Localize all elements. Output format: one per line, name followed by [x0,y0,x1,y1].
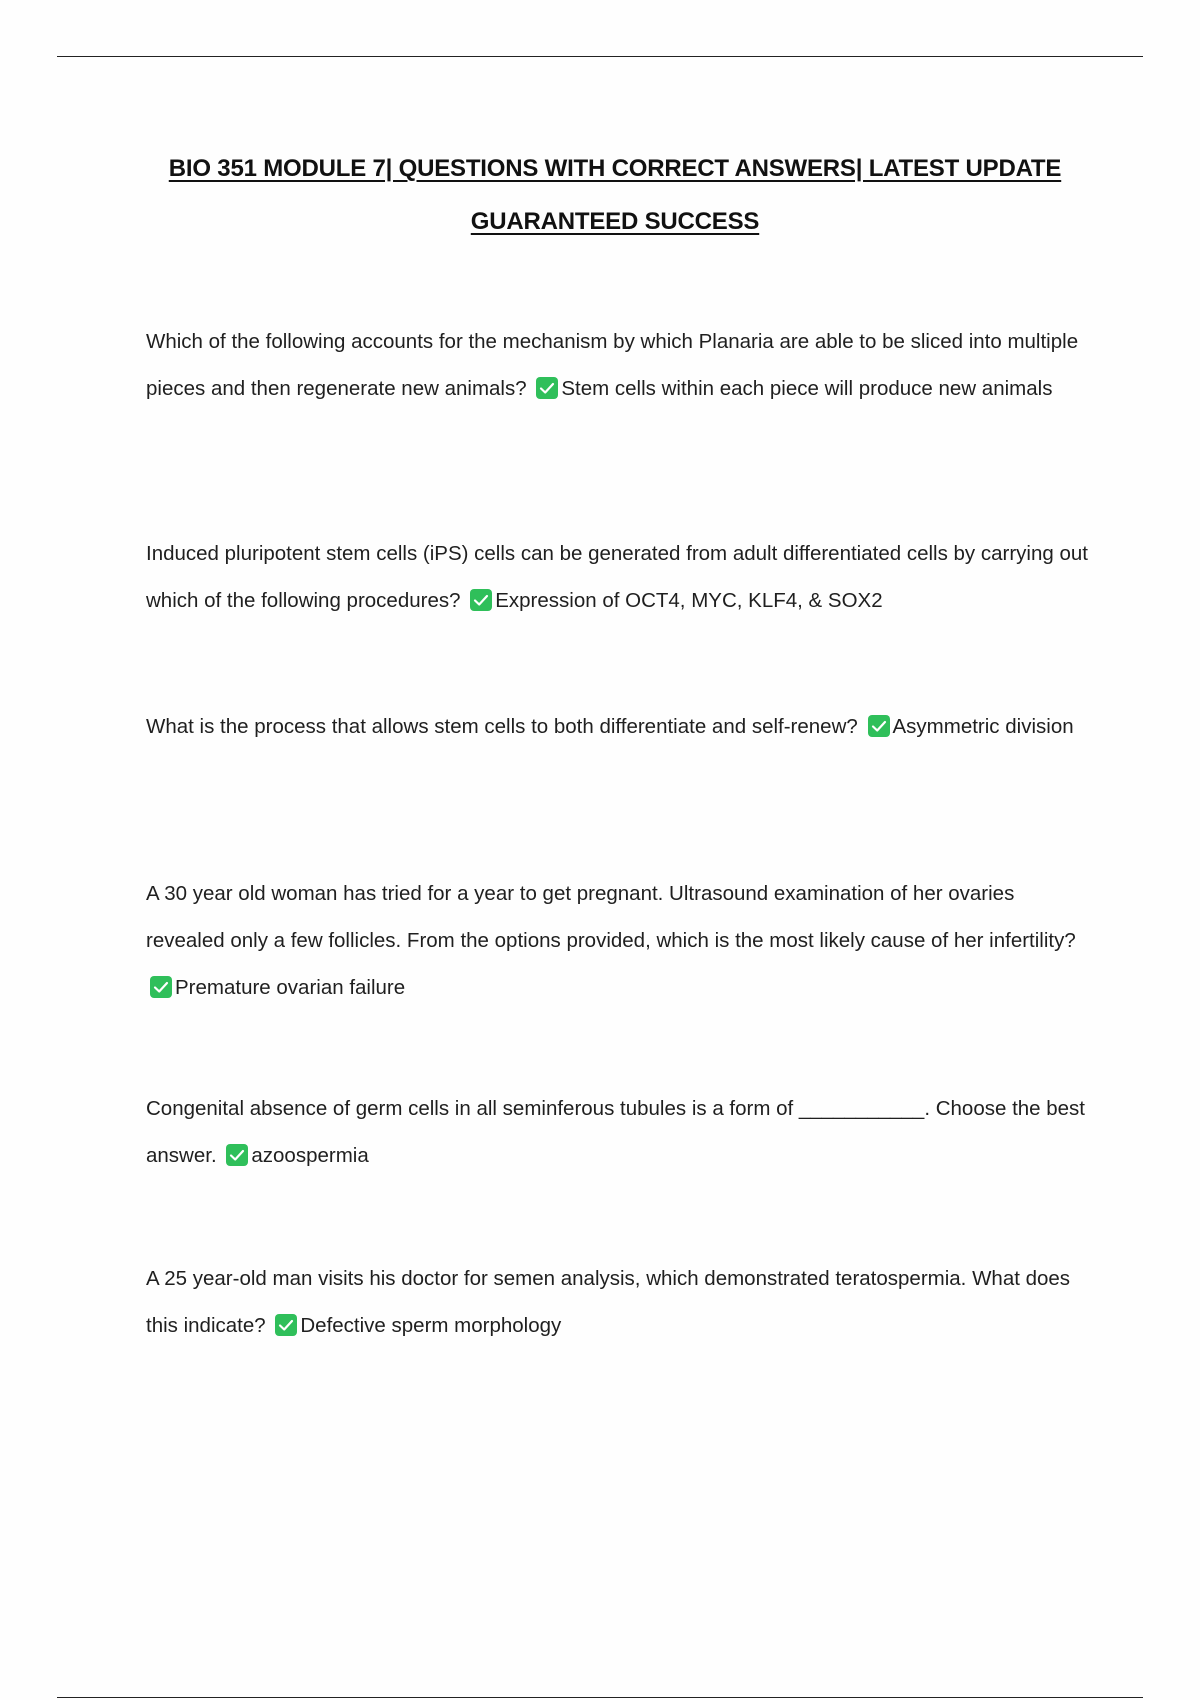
question-text: What is the process that allows stem cells to both differentiate and self-renew? [146,715,858,738]
answer-text: Stem cells within each piece will produce new animals [561,377,1053,400]
check-mark-icon [150,976,172,998]
check-mark-icon [868,715,890,737]
question-text: Induced pluripotent stem cells (iPS) cells can be generated from adult differentiated cells by carrying out which of the following procedures? [146,542,1088,612]
check-mark-icon [536,377,558,399]
qa-item [146,530,1096,624]
qa-item [146,1085,1096,1179]
check-mark-icon [226,1144,248,1166]
question-text: A 25 year-old man visits his doctor for semen analysis, which demonstrated teratospermia. What does this indicate? [146,1267,1071,1337]
question-text: Which of the following accounts for the mechanism by which Planaria are able to be sliced into multiple pieces and then regenerate new animals? [146,330,1079,400]
qa-item [146,318,1096,412]
qa-item [146,870,1096,1011]
bottom-rule [57,1697,1143,1698]
question-text: Congenital absence of germ cells in all seminferous tubules is a form of ___________. Choose the best answer. [146,1097,1086,1167]
answer-text: Asymmetric division [892,715,1074,738]
top-rule [57,56,1143,57]
answer-text: azoospermia [251,1144,369,1167]
answer-text: Expression of OCT4, MYC, KLF4, & SOX2 [495,589,883,612]
question-text: A 30 year old woman has tried for a year to get pregnant. Ultrasound examination of her ovaries revealed only a few follicles. From the options provided, which is the most likely cause of her infertility? [146,882,1076,952]
answer-text: Defective sperm morphology [300,1314,562,1337]
check-mark-icon [470,589,492,611]
qa-item [146,1255,1096,1349]
answer-text: Premature ovarian failure [175,976,406,999]
check-mark-icon [275,1314,297,1336]
document-title: BIO 351 MODULE 7| QUESTIONS WITH CORRECT ANSWERS| LATEST UPDATE GUARANTEED SUCCESS [168,155,1062,235]
qa-item [146,703,1096,750]
